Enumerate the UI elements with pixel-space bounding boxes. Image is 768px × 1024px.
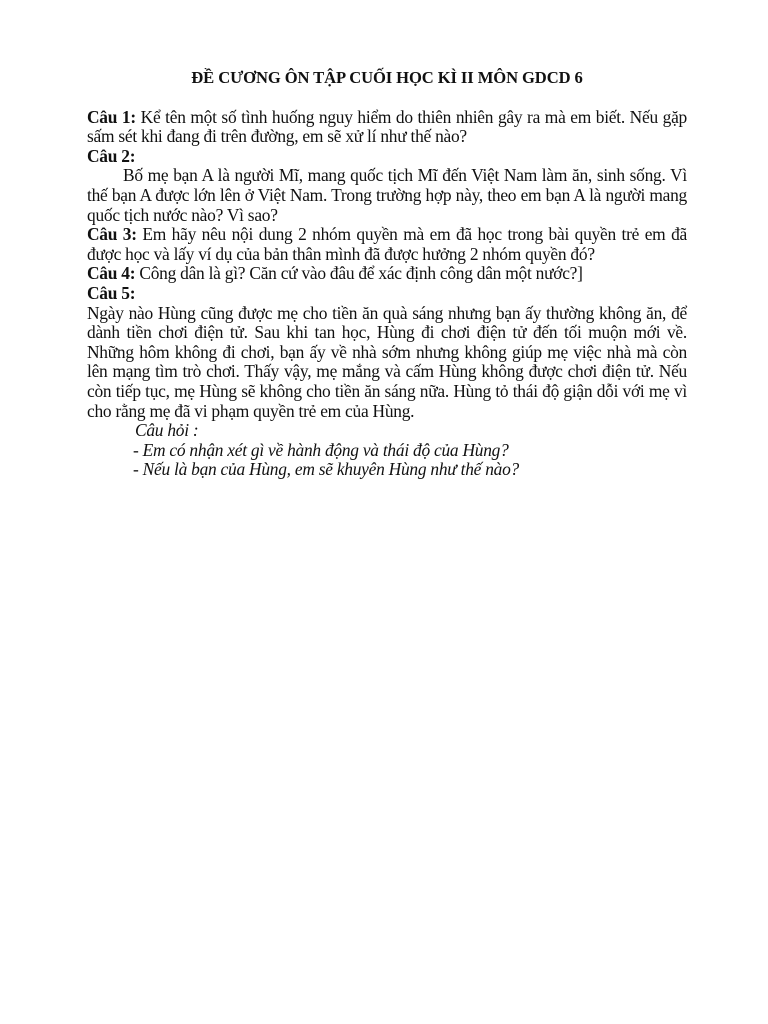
question-3-text: Em hãy nêu nội dung 2 nhóm quyền mà em đã học trong bài quyền trẻ em đã được học và lấy ví dụ của bản thân mình đã được hưởng 2 nhóm quyền đó?	[87, 224, 687, 264]
question-5-sub-question-2: - Nếu là bạn của Hùng, em sẽ khuyên Hùng như thế nào?	[133, 459, 519, 480]
question-3-label: Câu 3:	[87, 224, 137, 245]
question-2-label: Câu 2:	[87, 145, 136, 166]
question-5-sub-question-1: - Em có nhận xét gì về hành động và thái độ của Hùng?	[133, 439, 509, 460]
question-5-sub-heading: Câu hỏi :	[135, 420, 199, 441]
question-4-label: Câu 4:	[87, 263, 136, 284]
question-1-text: Kể tên một số tình huống nguy hiểm do thiên nhiên gây ra mà em biết. Nếu gặp sấm sét khi đang đi trên đường, em sẽ xử lí như thế nào?	[87, 106, 687, 147]
question-5-paragraph: Ngày nào Hùng cũng được mẹ cho tiền ăn quà sáng nhưng bạn ấy thường không ăn, để dành tiền chơi điện tử. Sau khi tan học, Hùng đi chơi điện tử đến tối muộn mới về. Những hôm không đi chơi, bạn ấy về nhà sớm nhưng không giúp mẹ việc nhà mà còn lên mạng tìm trò chơi. Thấy vậy, mẹ mắng và cấm Hùng không được chơi điện tử. Nếu còn tiếp tục, mẹ Hùng sẽ không cho tiền ăn sáng nữa. Hùng tỏ thái độ giận dỗi với mẹ vì cho rằng mẹ đã vi phạm quyền trẻ em của Hùng.	[87, 302, 687, 421]
document-title: ĐỀ CƯƠNG ÔN TẬP CUỐI HỌC KÌ II MÔN GDCD 6	[191, 68, 583, 87]
question-3	[87, 225, 687, 264]
question-1-label: Câu 1:	[87, 106, 136, 127]
question-4-text: Công dân là gì? Căn cứ vào đâu để xác định công dân một nước?]	[135, 263, 583, 284]
question-5-label: Câu 5:	[87, 282, 136, 303]
question-4	[87, 264, 687, 284]
document-page	[87, 68, 687, 480]
question-1	[87, 108, 687, 147]
question-2-paragraph: Bố mẹ bạn A là người Mĩ, mang quốc tịch Mĩ đến Việt Nam làm ăn, sinh sống. Vì thế bạn A được lớn lên ở Việt Nam. Trong trường hợp này, theo em bạn A là người mang quốc tịch nước nào? Vì sao?	[87, 165, 687, 225]
